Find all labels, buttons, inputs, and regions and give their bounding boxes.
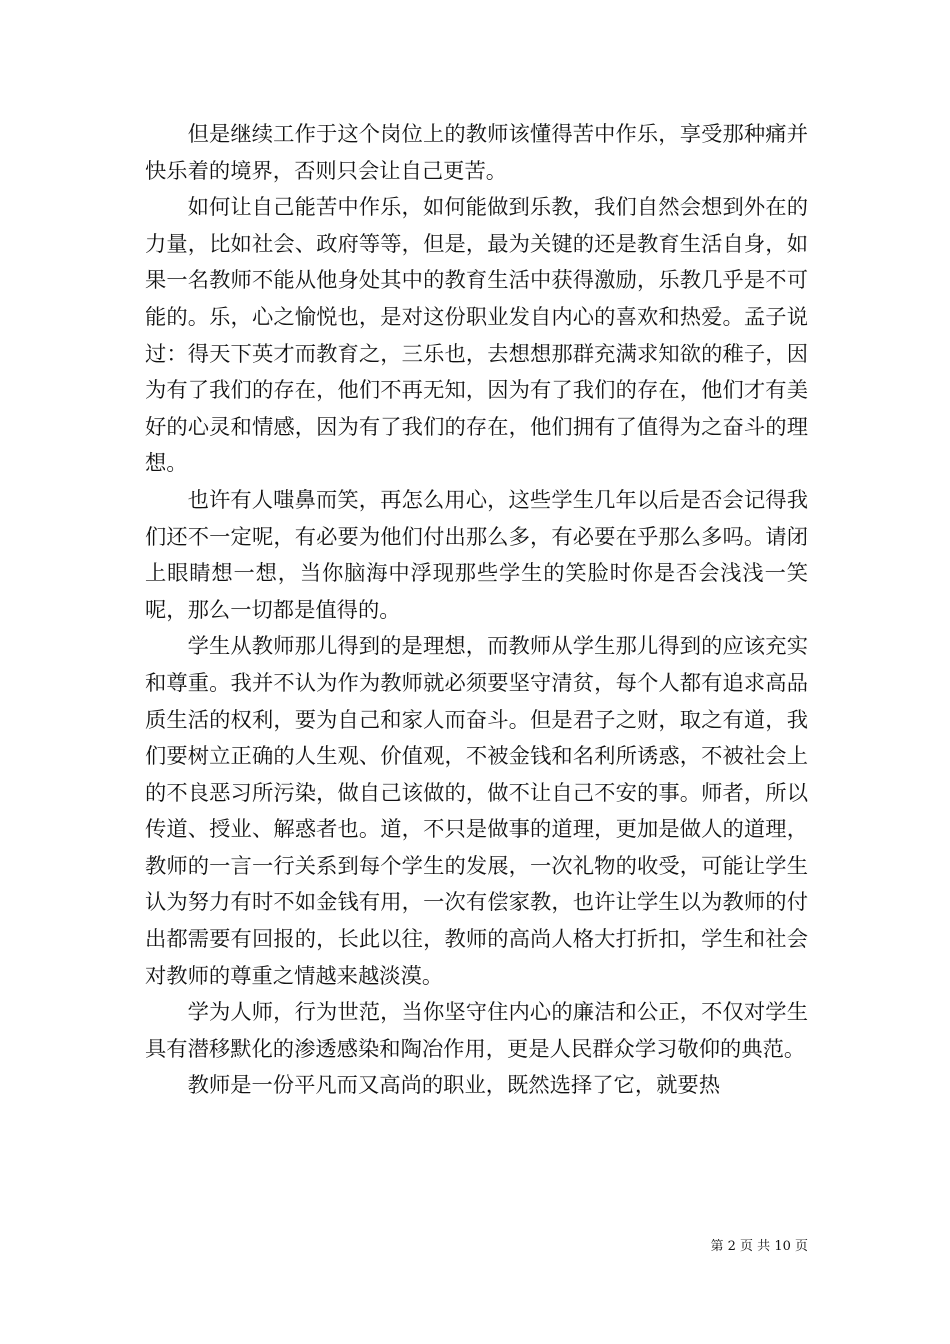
- document-body: [145, 117, 808, 1105]
- paragraph-5: 学为人师，行为世范，当你坚守住内心的廉洁和公正，不仅对学生具有潜移默化的渗透感染和陶冶作用，更是人民群众学习敬仰的典范。: [145, 1000, 808, 1062]
- page-number-footer: 第 2 页 共 10 页: [710, 1239, 808, 1254]
- paragraph-4: 学生从教师那儿得到的是理想，而教师从学生那儿得到的应该充实和尊重。我并不认为作为教师就必须要坚守清贫，每个人都有追求高品质生活的权利，要为自己和家人而奋斗。但是君子之财，取之有道，我们要树立正确的人生观、价值观，不被金钱和名利所诱惑，不被社会上的不良恶习所污染，做自己该做的，做不让自己不安的事。师者，所以传道、授业、解惑者也。道，不只是做事的道理，更加是做人的道理，教师的一言一行关系到每个学生的发展，一次礼物的收受，可能让学生认为努力有时不如金钱有用，一次有偿家教，也许让学生以为教师的付出都需要有回报的，长此以往，教师的高尚人格大打折扣，学生和社会对教师的尊重之情越来越淡漠。: [145, 634, 808, 989]
- paragraph-2: 如何让自己能苦中作乐，如何能做到乐教，我们自然会想到外在的力量，比如社会、政府等等，但是，最为关键的还是教育生活自身，如果一名教师不能从他身处其中的教育生活中获得激励，乐教几乎是不可能的。乐，心之愉悦也，是对这份职业发自内心的喜欢和热爱。孟子说过：得天下英才而教育之，三乐也，去想想那群充满求知欲的稚子，因为有了我们的存在，他们不再无知，因为有了我们的存在，他们才有美好的心灵和情感，因为有了我们的存在，他们拥有了值得为之奋斗的理想。: [145, 195, 808, 477]
- paragraph-3: 也许有人嗤鼻而笑，再怎么用心，这些学生几年以后是否会记得我们还不一定呢，有必要为他们付出那么多，有必要在乎那么多吗。请闭上眼睛想一想，当你脑海中浮现那些学生的笑脸时你是否会浅浅一笑呢，那么一切都是值得的。: [145, 487, 808, 623]
- paragraph-1: 但是继续工作于这个岗位上的教师该懂得苦中作乐，享受那种痛并快乐着的境界，否则只会让自己更苦。: [145, 122, 808, 184]
- paragraph-6: 教师是一份平凡而又高尚的职业，既然选择了它，就要热: [187, 1073, 721, 1099]
